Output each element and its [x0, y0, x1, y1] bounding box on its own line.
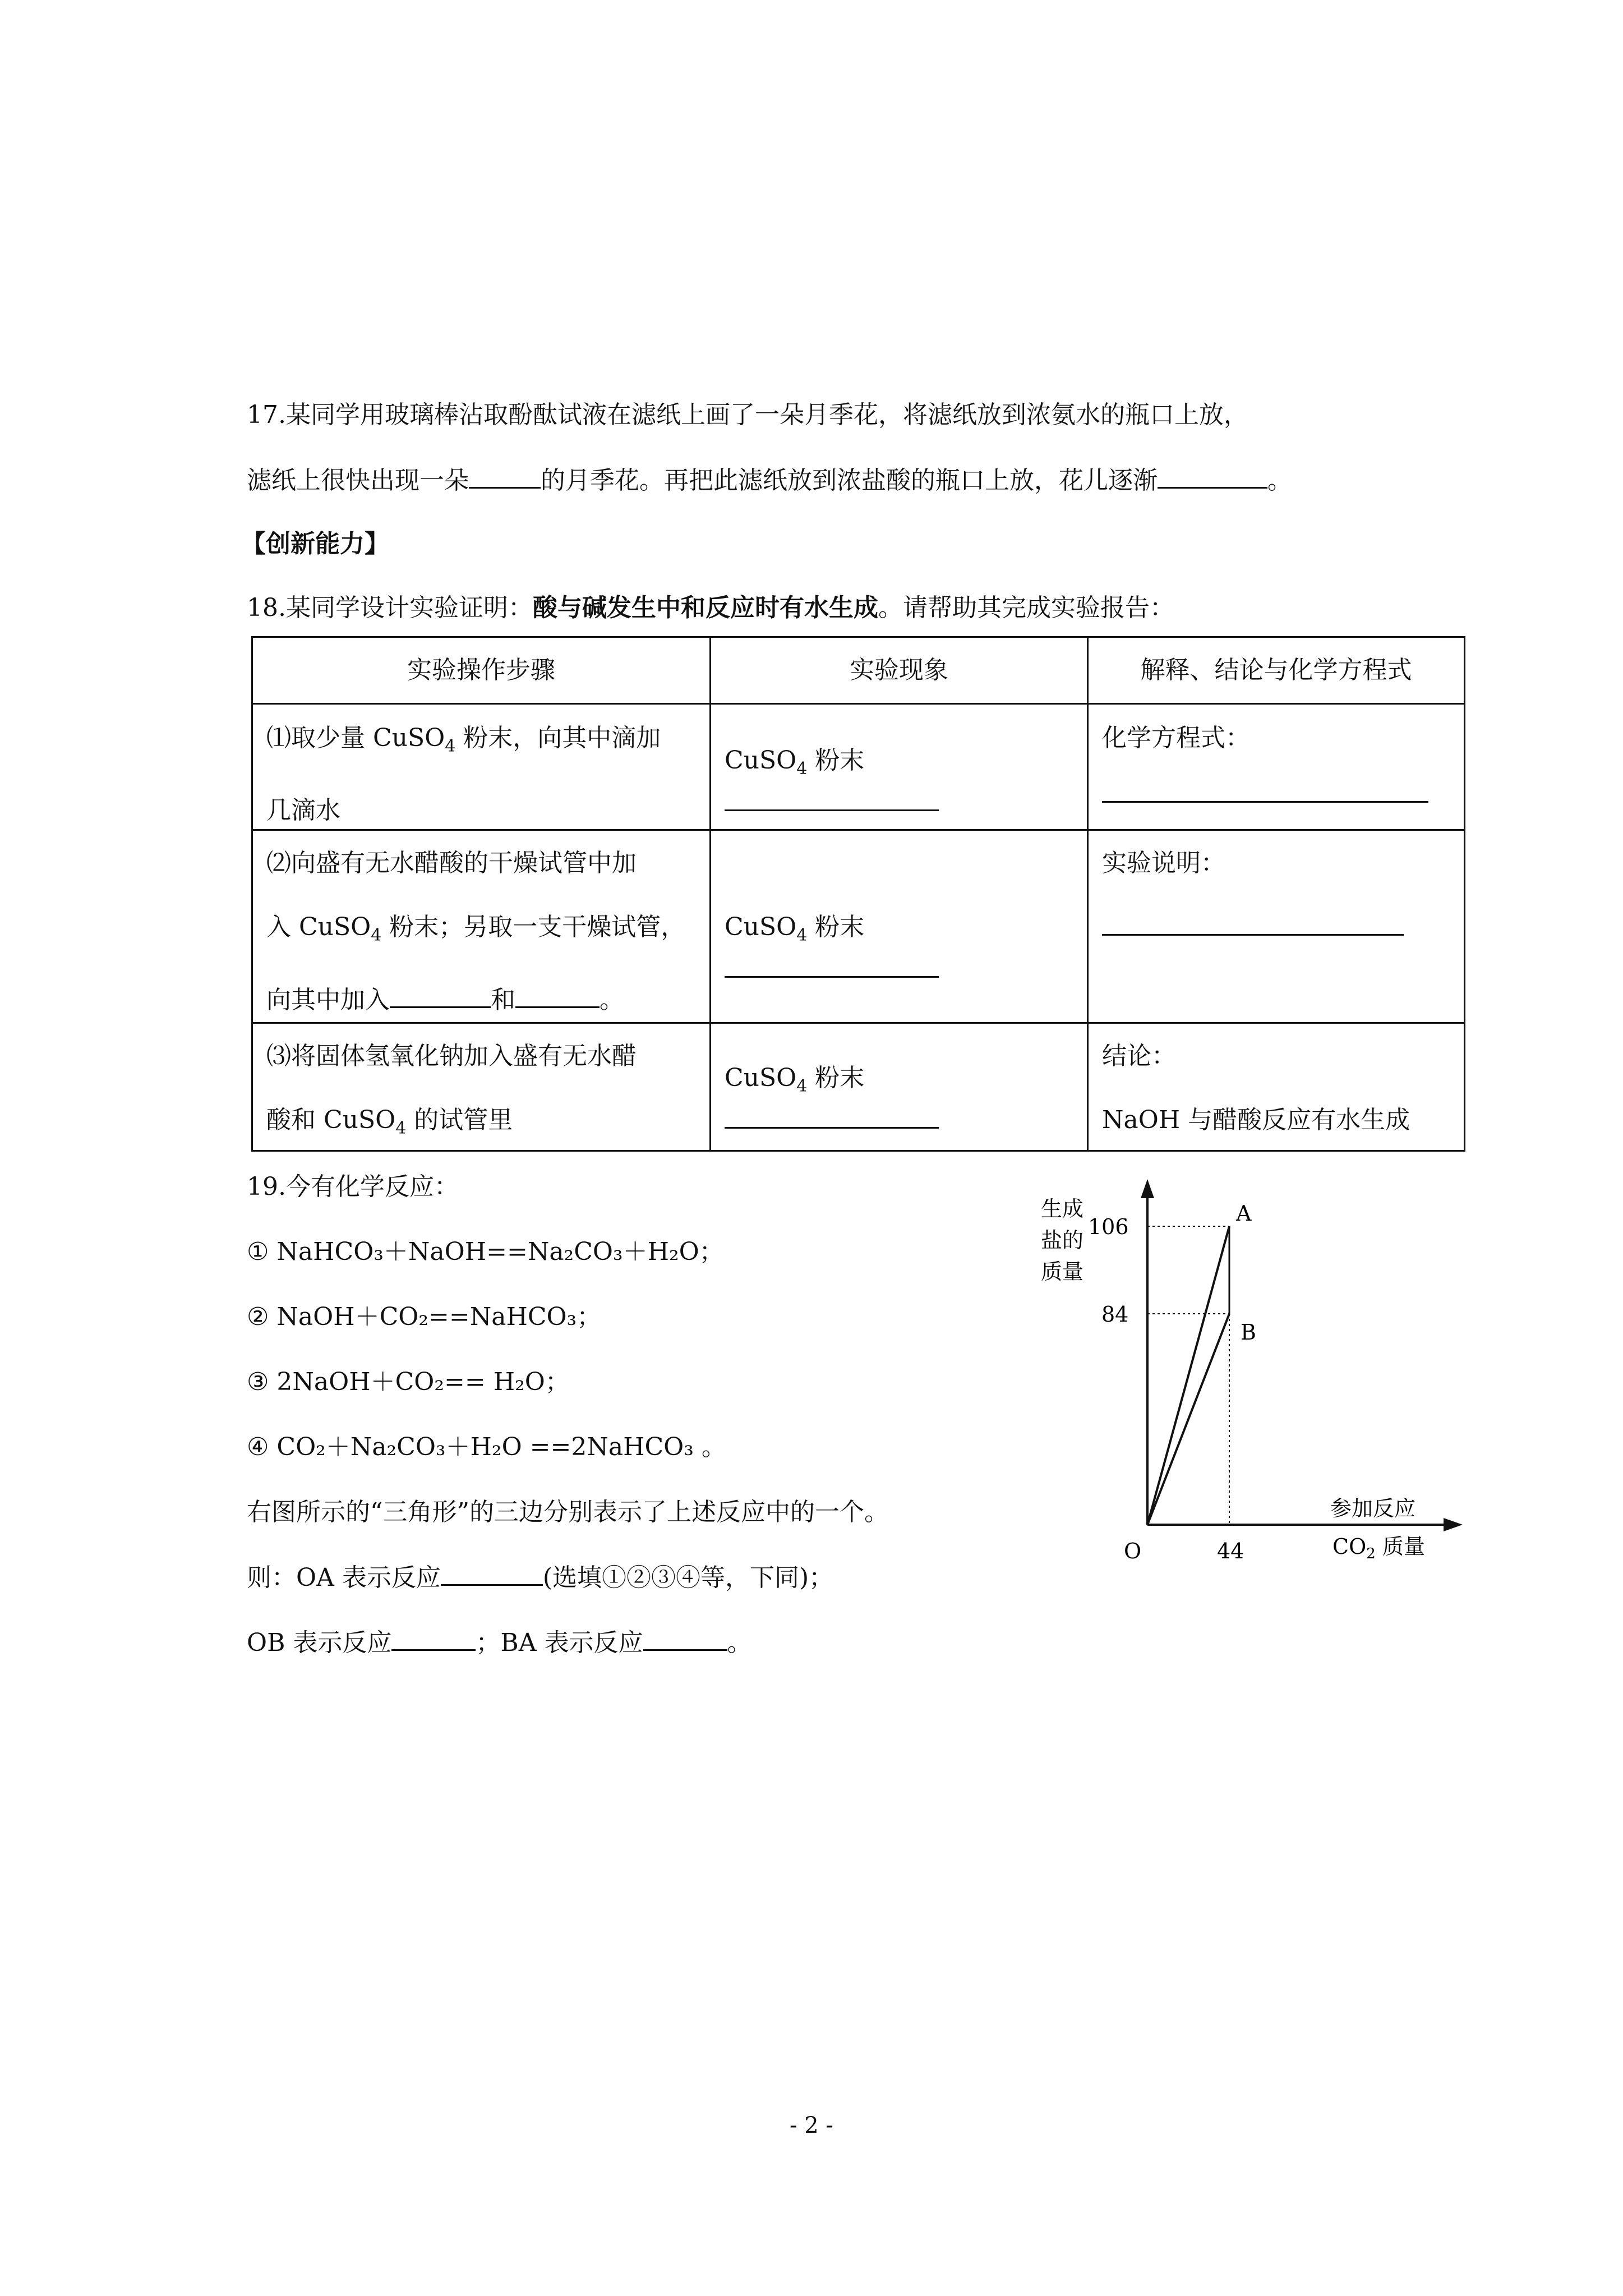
q18-intro-bold: 酸与碱发生中和反应时有水生成	[532, 593, 878, 622]
experiment-report-table	[251, 636, 1465, 1152]
q17-text-c: 。	[1267, 466, 1292, 495]
point-b-label: B	[1241, 1320, 1256, 1345]
q17-text-b: 的月季花。再把此滤纸放到浓盐酸的瓶口上放，花儿逐渐	[541, 466, 1158, 495]
y-label-1: 生成	[1041, 1197, 1084, 1221]
row1-phenomenon	[711, 704, 1088, 830]
row1-step-sub: 4	[445, 737, 456, 756]
row3-step-rest: 的试管里	[406, 1106, 513, 1134]
row3-step	[252, 1023, 711, 1151]
header-phenomenon: 实验现象	[711, 637, 1088, 704]
q19-reaction-1: ① NaHCO₃＋NaOH==Na₂CO₃＋H₂O；	[247, 1237, 724, 1266]
x-label-2: $CO_2$ 质量	[1332, 1534, 1425, 1562]
y-label-2: 盐的	[1041, 1228, 1084, 1253]
q18-intro-a: 18.某同学设计实验证明：	[247, 593, 533, 622]
row2-phen-text: CuSO	[725, 913, 797, 941]
row3-phen-blank[interactable]	[725, 1103, 939, 1129]
row2-phen-rest: 粉末	[807, 913, 865, 941]
y-label-3: 质量	[1041, 1259, 1084, 1284]
y-tick-106: 106	[1088, 1214, 1129, 1239]
q19-reaction-3: ③ 2NaOH＋CO₂== H₂O；	[247, 1368, 570, 1396]
row1-concl-label: 化学方程式：	[1102, 724, 1250, 752]
row1-step	[252, 704, 711, 830]
q17-blank-change[interactable]	[1158, 463, 1267, 489]
row2-concl-label: 实验说明：	[1102, 849, 1225, 877]
q19-ask2-b: ；BA 表示反应	[476, 1628, 643, 1657]
header-steps: 实验操作步骤	[252, 637, 711, 704]
row2-step-sub: 4	[371, 926, 382, 945]
q19-blank-ba[interactable]	[643, 1626, 727, 1651]
row2-conclusion	[1088, 830, 1465, 1023]
row3-step-line2: 酸和 CuSO	[266, 1106, 396, 1134]
page-number: - 2 -	[790, 2113, 833, 2138]
y-axis-arrow	[1141, 1179, 1154, 1198]
row1-conclusion	[1088, 704, 1465, 830]
row3-conclusion	[1088, 1023, 1465, 1151]
row2-step-line3a: 向其中加入	[266, 986, 390, 1014]
q17-line2	[247, 463, 1292, 498]
row2-phenomenon	[711, 830, 1088, 1023]
side-oa	[1147, 1226, 1229, 1525]
row1-step-line1: ⑴取少量 CuSO	[266, 724, 445, 752]
q19-blank-ob[interactable]	[391, 1626, 476, 1651]
row1-phen-text: CuSO	[725, 746, 797, 775]
x-tick-44: 44	[1217, 1539, 1244, 1563]
row1-phen-blank[interactable]	[725, 786, 939, 811]
q17-blank-color[interactable]	[469, 463, 541, 489]
row2-step-line2: 入 CuSO	[266, 913, 371, 941]
triangle-graph	[1009, 1167, 1503, 1593]
table-header-row	[252, 637, 1465, 704]
row2-step-rest: 粉末；另取一支干燥试管，	[381, 913, 686, 941]
q18-intro	[247, 591, 1174, 625]
row2-step	[252, 830, 711, 1023]
row2-phen-blank[interactable]	[725, 953, 939, 978]
table-row	[252, 704, 1465, 830]
q19-ask-1	[247, 1561, 833, 1595]
q19-ask1-a: 则：OA 表示反应	[247, 1563, 441, 1592]
row2-blank-2[interactable]	[515, 983, 600, 1008]
x-label-1: 参加反应	[1330, 1496, 1416, 1521]
q19-ask2-a: OB 表示反应	[247, 1628, 392, 1657]
origin-label: O	[1124, 1539, 1142, 1563]
row2-blank-1[interactable]	[390, 983, 491, 1008]
q17-text-a: 滤纸上很快出现一朵	[247, 466, 469, 495]
row3-phen-text: CuSO	[725, 1064, 797, 1092]
q19-description: 右图所示的“三角形”的三边分别表示了上述反应中的一个。	[247, 1498, 889, 1526]
table-row	[252, 830, 1465, 1023]
row1-step-rest: 粉末，向其中滴加	[455, 724, 661, 752]
q19-ask-2	[247, 1626, 752, 1660]
q19-blank-oa[interactable]	[441, 1561, 543, 1586]
row1-equation-blank[interactable]	[1102, 777, 1428, 803]
q17-line1: 17.某同学用玻璃棒沾取酚酞试液在滤纸上画了一朵月季花，将滤纸放到浓氨水的瓶口上放，	[247, 401, 1248, 429]
q19-intro: 19.今有化学反应：	[247, 1172, 459, 1201]
q18-intro-b: 。请帮助其完成实验报告：	[878, 593, 1174, 622]
point-a-label: A	[1236, 1201, 1252, 1226]
table-row	[252, 1023, 1465, 1151]
row1-phen-sub: 4	[796, 759, 808, 779]
row3-step-sub: 4	[395, 1119, 407, 1138]
row3-step-line1: ⑶将固体氢氧化钠加入盛有无水醋	[266, 1042, 637, 1070]
row2-step-line3c: 。	[600, 986, 624, 1014]
q19-reaction-4: ④ CO₂＋Na₂CO₃＋H₂O ==2NaHCO₃ 。	[247, 1433, 726, 1461]
section-heading: 【创新能力】	[241, 530, 389, 558]
y-tick-84: 84	[1101, 1302, 1129, 1327]
header-conclusion: 解释、结论与化学方程式	[1088, 637, 1465, 704]
side-ob	[1147, 1314, 1229, 1525]
row2-step-line1: ⑵向盛有无水醋酸的干燥试管中加	[266, 849, 637, 877]
x-axis-arrow	[1444, 1518, 1463, 1531]
q19-reaction-2: ② NaOH＋CO₂==NaHCO₃；	[247, 1303, 602, 1331]
row3-concl-label: 结论：	[1102, 1042, 1176, 1070]
row3-phenomenon	[711, 1023, 1088, 1151]
row3-concl-text: NaOH 与醋酸反应有水生成	[1102, 1106, 1410, 1134]
q19-ask1-b: (选填①②③④等，下同)；	[542, 1563, 834, 1592]
row2-explain-blank[interactable]	[1102, 910, 1404, 936]
row2-phen-sub: 4	[796, 926, 808, 945]
row1-step-line2: 几滴水	[266, 796, 340, 825]
q19-ask2-c: 。	[727, 1628, 752, 1657]
row1-phen-rest: 粉末	[807, 746, 865, 775]
row3-phen-rest: 粉末	[807, 1064, 865, 1092]
row3-phen-sub: 4	[796, 1076, 808, 1096]
row2-step-line3b: 和	[491, 986, 515, 1014]
